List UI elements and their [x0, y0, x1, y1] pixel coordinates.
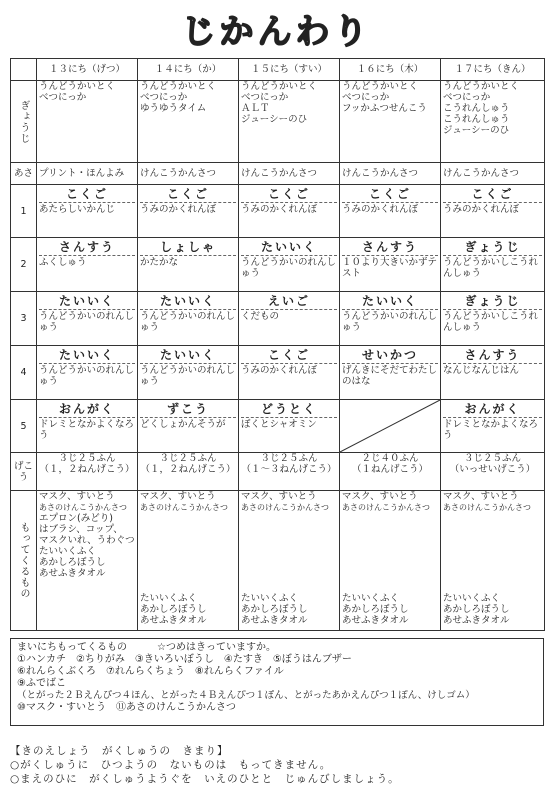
- daily-line: ①ハンカチ ②ちりがみ ③きいろいぼうし ④たすき ⑤ぼうはんブザー: [17, 654, 352, 665]
- dismissal-row: [11, 453, 545, 491]
- period-cell: [441, 185, 545, 238]
- period-cell: [37, 238, 138, 292]
- period-row-2: [11, 238, 545, 292]
- period-cell: [239, 292, 340, 346]
- timetable: [10, 58, 545, 631]
- period-cell: [441, 292, 545, 346]
- items-row: [11, 491, 545, 631]
- period-cell: [239, 238, 340, 292]
- period-label: 4: [11, 346, 37, 400]
- period-cell: [37, 400, 138, 453]
- items-cell: マスク、すいとう あさのけんこうかんさつ たいいくふく あかしろぼうし あせふきタオル: [441, 491, 545, 631]
- lesson: くだもの: [241, 309, 337, 322]
- lesson: うみのかくれんぼ: [342, 202, 438, 215]
- period-cell: [138, 346, 239, 400]
- asa-cell: けんこうかんさつ: [340, 163, 441, 185]
- subject: さんすう: [361, 240, 418, 254]
- daily-line: （とがった２Ｂえんぴつ４ほん、とがった４Ｂえんぴつ１ぽん、とがったあかえんぴつ１ぽん、けしゴム）: [17, 690, 475, 701]
- period-cell: [37, 346, 138, 400]
- period-cell: [37, 292, 138, 346]
- items-cell: マスク、すいとう あさのけんこうかんさつ たいいくふく あかしろぼうし あせふきタオル: [138, 491, 239, 631]
- subject: こくご: [471, 187, 514, 201]
- lesson: どくしょかんそうが: [140, 417, 236, 430]
- subject: えいご: [267, 294, 310, 308]
- lesson: うみのかくれんぼ: [241, 363, 337, 376]
- row-label-motteku: もってくるもの: [11, 491, 37, 631]
- period-cell: [37, 185, 138, 238]
- lesson: あたらしいかんじ: [39, 202, 135, 215]
- dismissal-cell: ３じ２５ふん （いっせいげこう）: [441, 453, 545, 491]
- subject: どうとく: [260, 402, 317, 416]
- lesson: うんどうかいのれんしゅう: [39, 311, 135, 333]
- asa-cell: プリント・ほんよみ: [37, 163, 138, 185]
- lesson: ふくしゅう: [39, 255, 135, 268]
- period-cell: [441, 400, 545, 453]
- rules-heading: 【きのえしょう がくしゅうの きまり】: [10, 745, 229, 757]
- gyouji-cell: うんどうかいとく べつにっか: [37, 81, 138, 163]
- period-cell: [340, 346, 441, 400]
- lesson: かたかな: [140, 255, 236, 268]
- gyouji-cell: うんどうかいとく べつにっか こうれんしゅう こうれんしゅう ジューシーのひ: [441, 81, 545, 163]
- period-cell: [239, 400, 340, 453]
- rule-item: ○まえのひに がくしゅうようぐを いえのひとと じゅんびしましょう。: [10, 773, 400, 785]
- period-cell: [340, 185, 441, 238]
- period-label: 1: [11, 185, 37, 238]
- lesson: うみのかくれんぼ: [140, 202, 236, 215]
- daily-heading: まいにちもってくるもの: [17, 642, 127, 653]
- lesson: うんどうかいのれんしゅう: [140, 365, 236, 387]
- row-label-gyouji: ぎょうじ: [11, 81, 37, 163]
- dismissal-cell: ３じ２５ふん （１～３ねんげこう）: [239, 453, 340, 491]
- period-cell: [239, 185, 340, 238]
- subject: ずこう: [166, 402, 209, 416]
- lesson: うんどうかいしこうれんしゅう: [443, 309, 542, 333]
- period-cell: [239, 346, 340, 400]
- day-header: １３にち（げつ）: [37, 59, 138, 81]
- period-row-1: [11, 185, 545, 238]
- period-cell: [138, 292, 239, 346]
- asa-row: [11, 163, 545, 185]
- gyouji-cell: うんどうかいとく べつにっか フッかふつせんこう: [340, 81, 441, 163]
- day-header: １４にち（か）: [138, 59, 239, 81]
- period-cell: [138, 185, 239, 238]
- lesson: うんどうかいのれんしゅう: [241, 257, 337, 279]
- header-row: [11, 59, 545, 81]
- daily-line: ⑩マスク・すいとう ⑪あさのけんこうかんさつ: [17, 702, 236, 713]
- period-label: 5: [11, 400, 37, 453]
- period-cell: [340, 292, 441, 346]
- items-cell: マスク、すいとう あさのけんこうかんさつ たいいくふく あかしろぼうし あせふきタオル: [340, 491, 441, 631]
- lesson: うみのかくれんぼ: [241, 202, 337, 215]
- lesson: うんどうかいしこうれんしゅう: [443, 255, 542, 279]
- subject: こくご: [368, 187, 411, 201]
- lesson: １０より大きいかずテスト: [342, 257, 438, 279]
- lesson: うんどうかいのれんしゅう: [140, 311, 236, 333]
- lesson: なんじなんじはん: [443, 363, 542, 376]
- empty-period-cell: [340, 400, 441, 453]
- subject: さんすう: [58, 240, 115, 254]
- lesson: うんどうかいのれんしゅう: [342, 311, 438, 333]
- period-label: 3: [11, 292, 37, 346]
- subject: せいかつ: [361, 348, 418, 362]
- subject: おんがく: [464, 402, 521, 416]
- subject: こくご: [267, 187, 310, 201]
- asa-cell: けんこうかんさつ: [239, 163, 340, 185]
- subject: たいいく: [159, 348, 216, 362]
- gyouji-row: [11, 81, 545, 163]
- lesson: ぼくとシャオミン: [241, 417, 337, 430]
- page-title: じかんわり: [181, 12, 372, 52]
- lesson: げんきにそだてわたしのはな: [342, 365, 438, 387]
- subject: しょしゃ: [159, 240, 216, 254]
- period-row-4: [11, 346, 545, 400]
- subject: たいいく: [159, 294, 216, 308]
- asa-cell: けんこうかんさつ: [441, 163, 545, 185]
- subject: たいいく: [260, 240, 317, 254]
- period-row-5: [11, 400, 545, 453]
- dismissal-cell: ３じ２５ふん （１，２ねんげこう）: [138, 453, 239, 491]
- subject: こくご: [65, 187, 108, 201]
- lesson: ドレミとなかよくなろう: [39, 419, 135, 441]
- day-header: １５にち（すい）: [239, 59, 340, 81]
- subject: こくご: [267, 348, 310, 362]
- gyouji-cell: うんどうかいとく べつにっか ＡＬＴ ジューシーのひ: [239, 81, 340, 163]
- lesson: うんどうかいのれんしゅう: [39, 365, 135, 387]
- subject: たいいく: [361, 294, 418, 308]
- day-header: １６にち（木）: [340, 59, 441, 81]
- items-cell: マスク、すいとう あさのけんこうかんさつ エプロン(みどり) はブラシ、コップ、 マスクいれ、うわぐつ たいいくふく あかしろぼうし あせふきタオル: [37, 491, 138, 631]
- row-label-asa: あさ: [11, 163, 37, 185]
- learning-rules: [10, 744, 400, 786]
- subject: ぎょうじ: [464, 294, 521, 308]
- subject: ぎょうじ: [464, 240, 521, 254]
- period-cell: [340, 238, 441, 292]
- row-label-gekou: げこう: [11, 453, 37, 491]
- dismissal-cell: ３じ２５ふん （１，２ねんげこう）: [37, 453, 138, 491]
- subject: おんがく: [58, 402, 115, 416]
- gyouji-cell: うんどうかいとく べつにっか ゆうゆうタイム: [138, 81, 239, 163]
- daily-line: ⑥れんらくぶくろ ⑦れんらくちょう ⑧れんらくファイル: [17, 666, 284, 677]
- items-cell: マスク、すいとう あさのけんこうかんさつ たいいくふく あかしろぼうし あせふきタオル: [239, 491, 340, 631]
- dismissal-cell: ２じ４０ふん （１ねんげこう）: [340, 453, 441, 491]
- period-cell: [138, 400, 239, 453]
- period-row-3: [11, 292, 545, 346]
- lesson: ドレミとなかよくなろう: [443, 417, 542, 441]
- daily-line: ⑨ふでばこ: [17, 678, 66, 689]
- diagonal-line: [340, 400, 440, 452]
- subject: こくご: [166, 187, 209, 201]
- subject: たいいく: [58, 294, 115, 308]
- corner-cell: [11, 59, 37, 81]
- period-cell: [441, 238, 545, 292]
- subject: たいいく: [58, 348, 115, 362]
- asa-cell: けんこうかんさつ: [138, 163, 239, 185]
- day-header: １７にち（きん）: [441, 59, 545, 81]
- nail-note: ☆つめはきっていますか。: [157, 642, 276, 653]
- period-label: 2: [11, 238, 37, 292]
- daily-items-box: [10, 638, 544, 726]
- subject: さんすう: [464, 348, 521, 362]
- period-cell: [138, 238, 239, 292]
- period-cell: [441, 346, 545, 400]
- lesson: うみのかくれんぼ: [443, 202, 542, 215]
- rule-item: ○がくしゅうに ひつようの ないものは もってきません。: [10, 759, 332, 771]
